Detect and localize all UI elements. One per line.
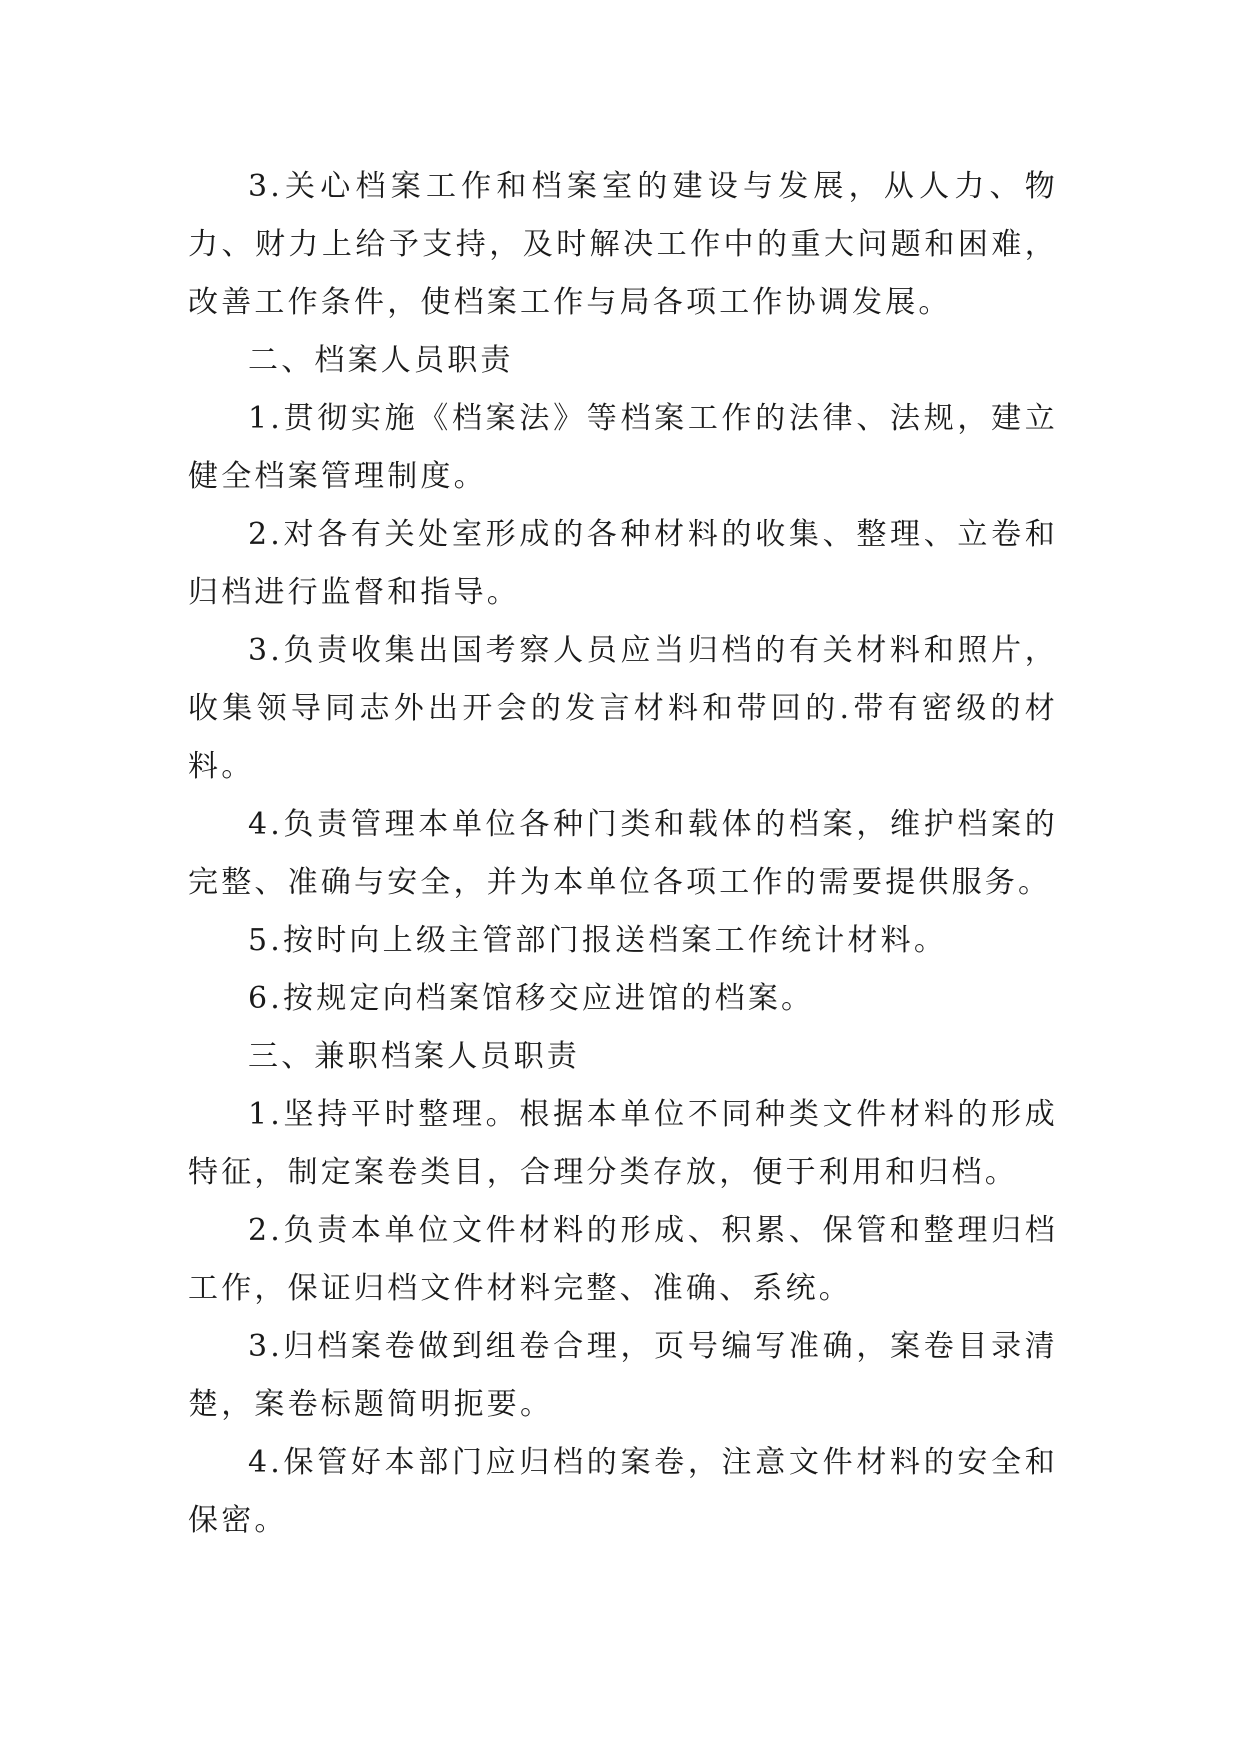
paragraph-archivist-duty-6: 6.按规定向档案馆移交应进馆的档案。 <box>248 981 815 1016</box>
section-heading-parttime-archivist-duties: 三、兼职档案人员职责 <box>248 1039 580 1074</box>
paragraph-archivist-duty-2: 2.对各有关处室形成的各种材料的收集、整理、立卷和归档进行监督和指导。 <box>188 517 1058 610</box>
paragraph-archivist-duty-4: 4.负责管理本单位各种门类和载体的档案，维护档案的完整、准确与安全，并为本单位各项工作的需要提供服务。 <box>188 807 1058 900</box>
paragraph-leader-duty-3: 3.关心档案工作和档案室的建设与发展，从人力、物力、财力上给予支持，及时解决工作中的重大问题和困难，改善工作条件，使档案工作与局各项工作协调发展。 <box>188 169 1058 320</box>
paragraph-parttime-duty-4: 4.保管好本部门应归档的案卷，注意文件材料的安全和保密。 <box>188 1445 1058 1538</box>
paragraph-parttime-duty-2: 2.负责本单位文件材料的形成、积累、保管和整理归档工作，保证归档文件材料完整、准确、系统。 <box>188 1213 1058 1306</box>
paragraph-archivist-duty-1: 1.贯彻实施《档案法》等档案工作的法律、法规，建立健全档案管理制度。 <box>188 401 1058 494</box>
paragraph-archivist-duty-3: 3.负责收集出国考察人员应当归档的有关材料和照片，收集领导同志外出开会的发言材料和带回的.带有密级的材料。 <box>188 633 1058 784</box>
paragraph-parttime-duty-1: 1.坚持平时整理。根据本单位不同种类文件材料的形成特征，制定案卷类目，合理分类存放，便于利用和归档。 <box>188 1097 1058 1190</box>
document-body <box>188 158 1058 1550</box>
paragraph-archivist-duty-5: 5.按时向上级主管部门报送档案工作统计材料。 <box>248 923 948 958</box>
section-heading-archivist-duties: 二、档案人员职责 <box>248 343 514 378</box>
paragraph-parttime-duty-3: 3.归档案卷做到组卷合理，页号编写准确，案卷目录清楚，案卷标题简明扼要。 <box>188 1329 1058 1422</box>
